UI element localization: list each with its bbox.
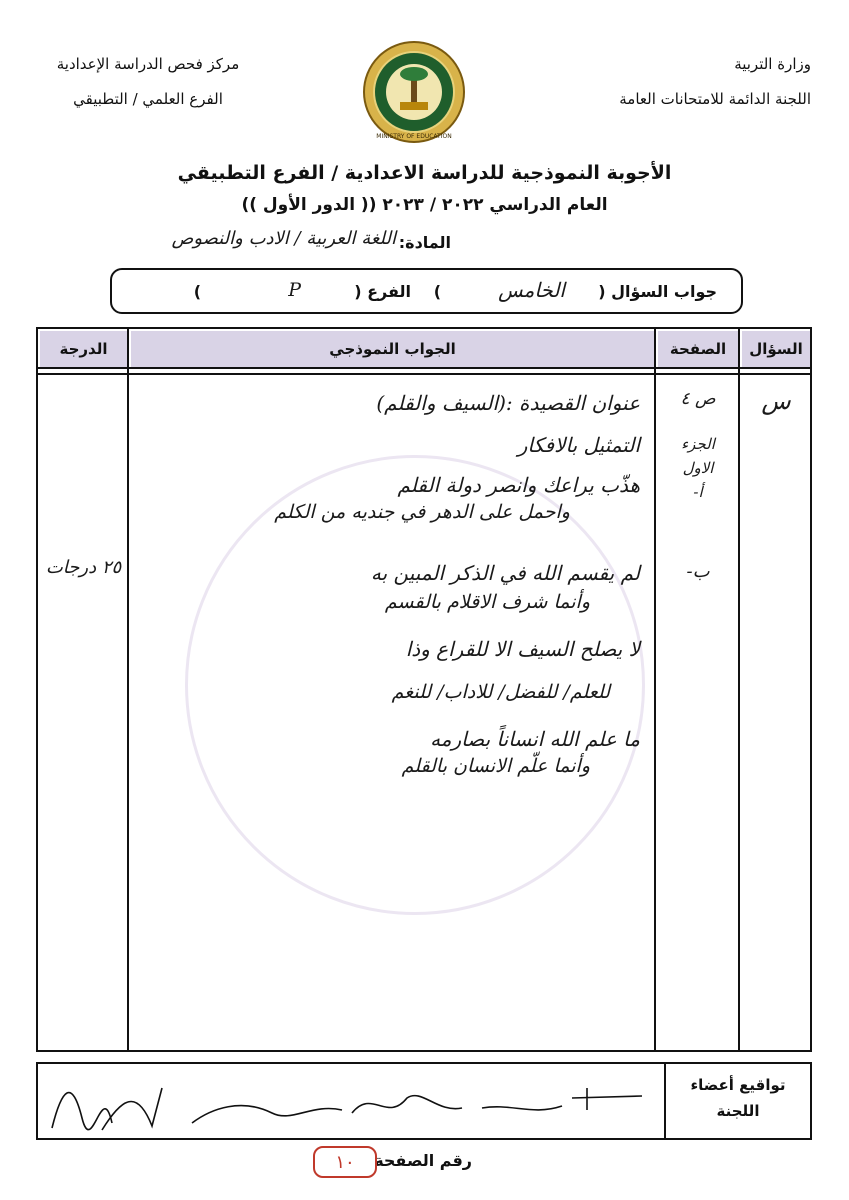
header-model-answer: الجواب النموذجي (131, 331, 654, 367)
answer-line-5: لم يقسم الله في الذكر المبين به (370, 561, 640, 585)
handwritten-signatures (42, 1068, 658, 1136)
answer-line-10: وأنما علّم الانسان بالقلم (401, 755, 590, 777)
answer-line-9: ما علم الله انساناً بصارمه (430, 727, 640, 751)
page-cell-line-3: الاول (682, 459, 714, 477)
answer-line-4: واحمل على الدهر في جنديه من الكلم (274, 501, 570, 523)
committee-name: اللجنة الدائمة للامتحانات العامة (619, 90, 811, 108)
branch-line: الفرع العلمي / التطبيقي (73, 90, 223, 108)
branch-label: الفرع ( (354, 282, 411, 301)
ministry-seal-logo (362, 40, 466, 144)
ministry-name: وزارة التربية (734, 55, 811, 73)
header-page: الصفحة (658, 331, 738, 367)
question-cell: س (761, 387, 791, 415)
page-cell-line-1: ص ٤ (680, 389, 716, 409)
question-label: جواب السؤال ( (598, 282, 717, 301)
signature-divider (664, 1064, 666, 1138)
answer-line-3: هذّب يراعك وانصر دولة القلم (397, 473, 640, 497)
answer-line-2: التمثيل بالافكار (517, 433, 640, 457)
part-b-marker: ب- (686, 561, 710, 582)
subject-label: المادة: (398, 233, 451, 252)
answer-line-1: عنوان القصيدة :(السيف والقلم) (376, 391, 640, 415)
answer-banner (110, 268, 743, 314)
header-grade: الدرجة (40, 331, 127, 367)
page-cell-line-2: الجزء (681, 435, 715, 453)
question-close: ) (433, 282, 441, 301)
branch-value: P (288, 279, 301, 301)
header-divider (38, 367, 810, 369)
question-value: الخامس (498, 278, 565, 302)
subject-value: اللغة العربية / الادب والنصوص (171, 228, 396, 249)
column-divider (654, 329, 656, 1050)
header-question: السؤال (742, 331, 810, 367)
answer-line-6: وأنما شرف الاقلام بالقسم (384, 591, 590, 613)
grade-cell: ٢٥ درجات (45, 557, 122, 578)
page-number-value: ١٠ (335, 1151, 355, 1173)
answer-table (36, 327, 812, 1052)
page-number-label: رقم الصفحة (374, 1151, 472, 1170)
page-number-box (313, 1146, 377, 1178)
column-divider (738, 329, 740, 1050)
answer-line-8: للعلم/ للفضل/ للاداب/ للنغم (391, 681, 610, 703)
signatures-label-line-2: اللجنة (716, 1102, 760, 1120)
signatures-label-line-1: تواقيع أعضاء (690, 1076, 786, 1094)
main-title: الأجوبة النموذجية للدراسة الاعدادية / الفرع التطبيقي (177, 162, 672, 184)
year-title: العام الدراسي ٢٠٢٢ / ٢٠٢٣ (( الدور الأول )) (241, 195, 608, 215)
page-cell-line-4: أ- (693, 483, 703, 501)
column-divider (127, 329, 129, 1050)
header-divider-second (38, 373, 810, 375)
seal-text: MINISTRY OF EDUCATION (376, 133, 452, 140)
branch-close: ) (193, 282, 201, 301)
center-name: مركز فحص الدراسة الإعدادية (56, 55, 240, 73)
answer-line-7: لا يصلح السيف الا للقراع وذا (405, 637, 640, 661)
signatures-box (36, 1062, 812, 1140)
